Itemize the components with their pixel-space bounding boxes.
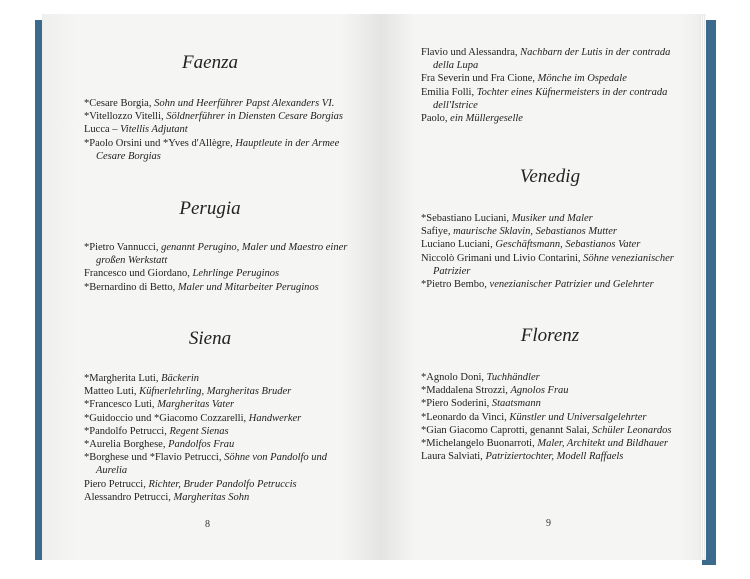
- person-role: Sohn und Heerführer Papst Alexanders VI.: [154, 98, 335, 109]
- person-role: Maler, Architekt und Bildhauer: [537, 438, 669, 450]
- person-name: *Leonardo da Vinci,: [421, 411, 510, 423]
- person-entry: [421, 278, 689, 291]
- person-role: Regent Sienas: [169, 425, 229, 437]
- person-role: Söhne venezianischer Patrizier: [433, 252, 674, 277]
- person-entry: [421, 46, 689, 72]
- person-entry: [421, 384, 689, 397]
- person-entry: [421, 411, 689, 424]
- person-entry: [84, 241, 354, 267]
- person-entry: [421, 371, 689, 384]
- section-siena-entries: [84, 372, 354, 504]
- person-role: Lehrlinge Peruginos: [192, 268, 280, 280]
- person-role: genannt Perugino, Maler und Maestro einer großen Werkstatt: [96, 242, 348, 267]
- person-role: Söldnerführer in Diensten Cesare Borgias: [166, 111, 343, 123]
- person-name: *Paolo Orsini und *Yves d'Allègre,: [84, 137, 236, 149]
- section-heading-faenza: Faenza: [182, 52, 238, 73]
- person-entry: [421, 397, 689, 410]
- person-name: *Cesare Borgia,: [84, 98, 155, 109]
- person-role: Maler und Mitarbeiter Peruginos: [177, 281, 319, 293]
- person-entry: [84, 281, 354, 294]
- person-role: Künstler und Universalgelehrter: [509, 411, 647, 423]
- person-entry: [421, 450, 689, 463]
- section-heading-siena: Siena: [188, 328, 232, 349]
- person-role: maurische Sklavin, Sebastianos Mutter: [453, 226, 617, 238]
- person-role: Richter, Bruder Pandolfo Petruccis: [148, 478, 297, 490]
- person-role: Tochter eines Küfnermeisters in der contrada dell'Istrice: [433, 86, 668, 111]
- person-entry: [84, 385, 354, 398]
- person-name: Niccolò Grimani und Livio Contarini,: [421, 252, 584, 264]
- person-role: ein Müllergeselle: [450, 113, 523, 125]
- person-name: *Maddalena Strozzi,: [421, 385, 511, 397]
- person-name: *Guidoccio und *Giacomo Cozzarelli,: [84, 412, 249, 424]
- person-role: Nachbarn der Lutis in der contrada della Lupa: [433, 47, 671, 72]
- person-role: venezianischer Patrizier und Gelehrter: [489, 279, 654, 291]
- person-name: Emilia Folli,: [421, 86, 477, 98]
- person-name: *Gian Giacomo Caprotti, genannt Salai,: [421, 424, 593, 436]
- person-entry: [84, 110, 354, 123]
- person-entry: [84, 398, 354, 411]
- person-role: Söhne von Pandolfo und Aurelia: [96, 452, 328, 477]
- section-perugia-entries: [84, 241, 354, 294]
- person-name: Luciano Luciani,: [421, 239, 496, 251]
- person-role: Vitellis Adjutant: [120, 124, 188, 136]
- person-name: *Borghese und *Flavio Petrucci,: [84, 452, 225, 464]
- person-role: Hauptleute in der Armee Cesare Borgias: [96, 137, 340, 162]
- person-name: Lucca –: [84, 124, 121, 136]
- person-name: Piero Petrucci,: [84, 478, 149, 490]
- person-name: *Pietro Bembo,: [421, 279, 490, 291]
- section-heading-florenz: Florenz: [520, 325, 580, 346]
- person-name: *Michelangelo Buonarroti,: [421, 438, 538, 450]
- person-entry: [421, 252, 689, 278]
- page-number-right: 9: [546, 518, 551, 529]
- person-role: Bäckerin: [161, 373, 199, 384]
- person-name: Matteo Luti,: [84, 386, 140, 398]
- page-edges: [700, 16, 706, 558]
- person-role: Patriziertochter, Modell Raffaels: [485, 451, 624, 463]
- section-faenza-entries: [84, 97, 354, 163]
- person-name: Safiye,: [421, 226, 454, 238]
- person-entry: [84, 372, 354, 385]
- person-entry: [421, 225, 689, 238]
- person-name: *Pandolfo Petrucci,: [84, 425, 170, 437]
- person-name: *Pietro Vannucci,: [84, 242, 162, 253]
- person-entry: [84, 425, 354, 438]
- person-name: *Margherita Luti,: [84, 373, 162, 384]
- page-number-left: 8: [205, 519, 210, 530]
- person-role: Geschäftsmann, Sebastianos Vater: [495, 239, 641, 251]
- person-role: Agnolos Frau: [510, 385, 569, 397]
- person-role: Handwerker: [248, 412, 302, 424]
- person-role: Tuchhändler: [486, 372, 540, 383]
- person-entry: [84, 97, 354, 110]
- person-name: *Aurelia Borghese,: [84, 439, 169, 451]
- person-entry: [421, 238, 689, 251]
- section-siena-continued-entries: [421, 46, 689, 125]
- person-name: *Vitellozzo Vitelli,: [84, 111, 167, 123]
- section-heading-venedig: Venedig: [519, 166, 581, 187]
- person-role: Musiker und Maler: [511, 213, 593, 224]
- person-entry: [84, 491, 354, 504]
- person-entry: [84, 137, 354, 163]
- person-name: Paolo,: [421, 113, 451, 125]
- person-entry: [421, 437, 689, 450]
- person-entry: [84, 478, 354, 491]
- person-entry: [84, 412, 354, 425]
- person-entry: [84, 123, 354, 136]
- person-name: *Bernardino di Betto,: [84, 281, 178, 293]
- person-name: Alessandro Petrucci,: [84, 491, 174, 503]
- person-entry: [421, 86, 689, 112]
- person-name: Francesco und Giordano,: [84, 268, 193, 280]
- person-role: Staatsmann: [491, 398, 541, 410]
- person-role: Schüler Leonardos: [592, 424, 672, 436]
- person-role: Küfnerlehrling, Margheritas Bruder: [139, 386, 292, 398]
- person-entry: [421, 112, 689, 125]
- person-name: *Agnolo Doni,: [421, 372, 487, 383]
- person-entry: [421, 212, 689, 225]
- person-role: Margheritas Sohn: [173, 491, 250, 503]
- person-entry: [421, 424, 689, 437]
- person-name: Fra Severin und Fra Cione,: [421, 73, 538, 85]
- person-role: Pandolfos Frau: [168, 439, 235, 451]
- person-name: Flavio und Alessandra,: [421, 47, 521, 58]
- person-role: Margheritas Vater: [157, 399, 235, 411]
- person-role: Mönche im Ospedale: [537, 73, 627, 85]
- person-name: *Piero Soderini,: [421, 398, 492, 410]
- person-name: Laura Salviati,: [421, 451, 486, 463]
- person-name: *Francesco Luti,: [84, 399, 158, 411]
- section-venedig-entries: [421, 212, 689, 291]
- person-entry: [84, 438, 354, 451]
- person-entry: [84, 267, 354, 280]
- person-entry: [421, 72, 689, 85]
- person-name: *Sebastiano Luciani,: [421, 213, 512, 224]
- section-florenz-entries: [421, 371, 689, 463]
- section-heading-perugia: Perugia: [179, 198, 241, 219]
- person-entry: [84, 451, 354, 477]
